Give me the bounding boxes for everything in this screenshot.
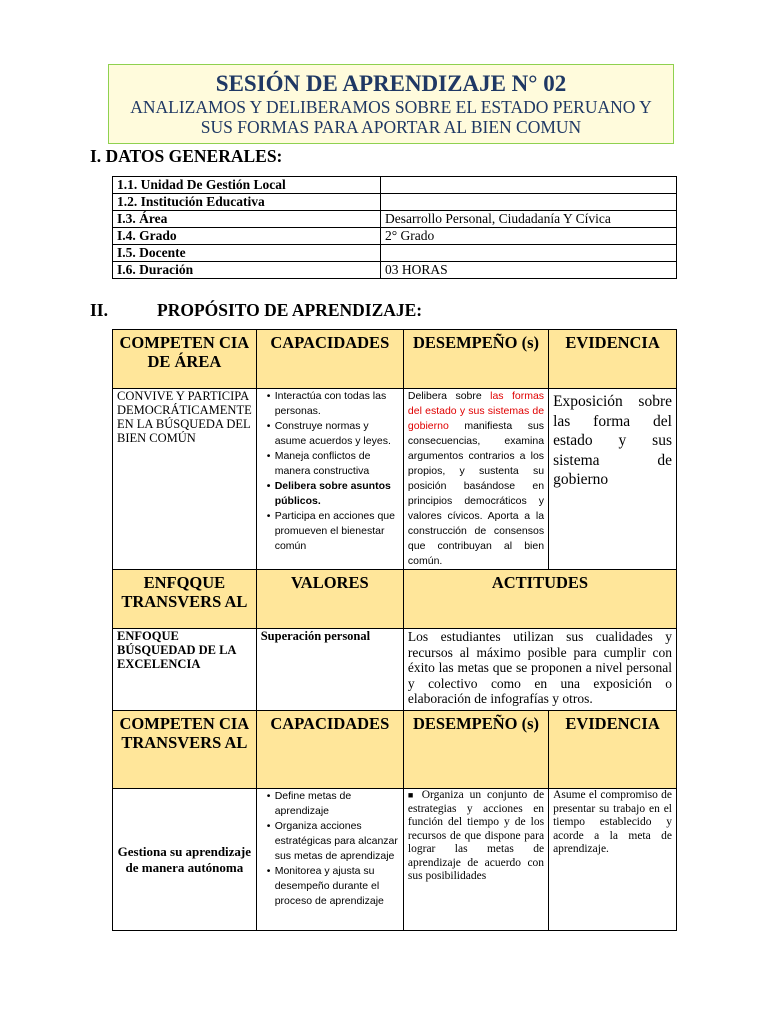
capacidades-list [261,789,399,909]
purpose-table [112,329,677,931]
desempeno-cell [403,389,548,570]
valores-cell: Superación personal [256,629,403,711]
desempeno-transversal-cell [403,789,548,931]
header-valores: VALORES [256,570,403,629]
header-desempeno: DESEMPEÑO (s) [403,711,548,789]
competencia-header-row [113,330,677,389]
capacidades-cell [256,389,403,570]
capacidades-transversal-cell [256,789,403,931]
list-item: • Participa en acciones que promueven el bienestar común [269,509,399,554]
row-label: I.4. Grado [113,228,381,245]
list-item: • Monitorea y ajusta su desempeño durante el proceso de aprendizaje [269,864,399,909]
competencia-transversal-cell: Gestiona su aprendizaje de manera autónoma [113,789,257,931]
section1-title: I. DATOS GENERALES: [90,146,283,166]
table-row [113,262,677,279]
list-item: • Define metas de aprendizaje [269,789,399,819]
transversal-header-row [113,711,677,789]
bullet-icon: ■ [407,790,422,800]
table-row [113,177,677,194]
row-label: I.3. Área [113,211,381,228]
table-row [113,194,677,211]
enfoque-row [113,629,677,711]
actitudes-cell: Los estudiantes utilizan sus cualidades y recursos al máximo posible para cumplir con éxito las metas que se proponen a nivel personal y colectivo como en una exposición o elaboración de infografías y otros. [403,629,676,711]
header-actitudes: ACTITUDES [403,570,676,629]
competencia-cell: CONVIVE Y PARTICIPA DEMOCRÁTICAMENTE EN LA BÚSQUEDA DEL BIEN COMÚN [113,389,257,570]
table-row [113,228,677,245]
session-title: SESIÓN DE APRENDIZAJE N° 02 [215,71,567,96]
list-item: • Delibera sobre asuntos públicos. [269,479,399,509]
row-label: I.6. Duración [113,262,381,279]
row-value [381,177,677,194]
header-competencia: COMPETEN CIA DE ÁREA [113,330,257,389]
evidencia-cell: Exposición sobre las forma del estado y sus sistema de gobierno [549,389,677,570]
competencia-row [113,389,677,570]
row-label: 1.2. Institución Educativa [113,194,381,211]
session-subtitle-line2: SUS FORMAS PARA APORTAR AL BIEN COMUN [200,117,582,137]
table-row [113,245,677,262]
list-item: • Organiza acciones estratégicas para alcanzar sus metas de aprendizaje [269,819,399,864]
list-item: • Interactúa con todas las personas. [269,389,399,419]
row-value [381,194,677,211]
desempeno-highlight: las formas del estado y sus sistemas de gobierno [407,390,545,432]
row-value: Desarrollo Personal, Ciudadanía Y Cívica [381,211,677,228]
header-evidencia: EVIDENCIA [549,330,677,389]
table-row [113,211,677,228]
capacidades-list [261,389,399,554]
transversal-row [113,789,677,931]
enfoque-cell: ENFOQUE BÚSQUEDAD DE LA EXCELENCIA [113,629,257,711]
list-item: • Maneja conflictos de manera constructiva [269,449,399,479]
desempeno-text-end: manifiesta sus consecuencias, examina argumentos contrarios a los propios, y sustenta su posición basándose en principios democráticos y valores cívicos. Aporta a la construcción de consensos que contribuyan al bien común. [407,420,545,567]
evidencia-transversal-cell: Asume el compromiso de presentar su trabajo en el tiempo establecido y acorde a la meta de aprendizaje. [549,789,677,931]
list-item: • Construye normas y asume acuerdos y leyes. [269,419,399,449]
desempeno-transversal-text: Organiza un conjunto de estrategias y acciones en función del tiempo y de los recursos de que dispone para lograr las metas de aprendizaje de acuerdo con sus posibilidades [407,789,545,882]
header-desempeno: DESEMPEÑO (s) [403,330,548,389]
header-enfoque: ENFQQUE TRANSVERS AL [113,570,257,629]
section2-number: II. [90,300,108,320]
session-subtitle-line1: ANALIZAMOS Y DELIBERAMOS SOBRE EL ESTADO PERUANO Y [130,97,652,117]
desempeno-text-start: Delibera sobre [407,390,491,402]
header-capacidades: CAPACIDADES [256,711,403,789]
general-data-table [112,176,677,279]
row-value: 03 HORAS [381,262,677,279]
row-value [381,245,677,262]
header-competencia-transversal: COMPETEN CIA TRANSVERS AL [113,711,257,789]
row-label: I.5. Docente [113,245,381,262]
row-value: 2° Grado [381,228,677,245]
header-capacidades: CAPACIDADES [256,330,403,389]
session-header [108,64,674,144]
row-label: 1.1. Unidad De Gestión Local [113,177,381,194]
enfoque-header-row [113,570,677,629]
header-evidencia: EVIDENCIA [549,711,677,789]
section2-title: PROPÓSITO DE APRENDIZAJE: [157,300,423,320]
